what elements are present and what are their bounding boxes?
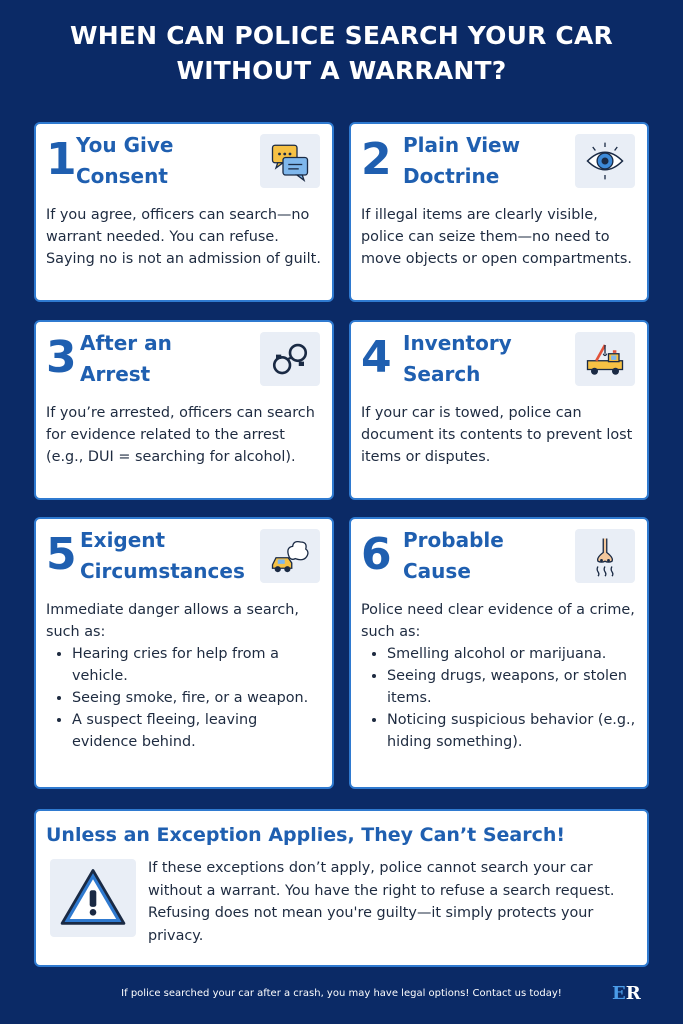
card-summary [34, 809, 649, 967]
list-item: • A suspect fleeing, leaving evidence behind. [72, 709, 322, 753]
list-item: • Smelling alcohol or marijuana. [387, 643, 637, 665]
card-heading-line-2: Search [403, 362, 481, 386]
title-line-1: WHEN CAN POLICE SEARCH YOUR CAR [70, 21, 613, 50]
title-line-2: WITHOUT A WARRANT? [176, 56, 507, 85]
eye-icon [575, 134, 635, 188]
card-text: If you’re arrested, officers can search for evidence related to the arrest (e.g., DUI = searching for alcohol). [46, 405, 315, 465]
card-heading [80, 328, 172, 390]
card-consent [34, 122, 334, 302]
card-inventory-search [349, 320, 649, 500]
card-heading-line-2: Doctrine [403, 164, 500, 188]
card-text: If illegal items are clearly visible, police can seize them—no need to move objects or open compartments. [361, 207, 632, 267]
card-number: 3 [46, 332, 77, 383]
warning-icon [50, 859, 136, 937]
handcuffs-icon [260, 332, 320, 386]
card-heading-line-2: Circumstances [80, 559, 245, 583]
card-heading-line-1: Exigent [80, 528, 166, 552]
list-item: • Seeing smoke, fire, or a weapon. [72, 687, 322, 709]
footer-text: If police searched your car after a crash, you may have legal options! Contact us today! [121, 988, 562, 999]
card-number: 5 [46, 529, 77, 580]
card-number: 2 [361, 134, 392, 185]
bullet-list [46, 643, 322, 753]
list-item: • Seeing drugs, weapons, or stolen items. [387, 665, 637, 709]
card-intro: Immediate danger allows a search, such as: [46, 602, 299, 640]
card-intro: Police need clear evidence of a crime, such as: [361, 602, 635, 640]
list-item: • Noticing suspicious behavior (e.g., hiding something). [387, 709, 637, 753]
logo-letter-2: R [625, 983, 641, 1004]
card-heading [403, 328, 512, 390]
card-number: 6 [361, 529, 392, 580]
summary-heading: Unless an Exception Applies, They Can’t Search! [46, 824, 566, 846]
card-heading [403, 130, 520, 192]
card-heading-line-2: Arrest [80, 362, 151, 386]
card-heading-line-1: Probable [403, 528, 504, 552]
card-text: If your car is towed, police can document its contents to prevent lost items or disputes. [361, 405, 633, 465]
logo-letter-1: E [612, 983, 626, 1004]
card-heading-line-2: Consent [76, 164, 168, 188]
card-heading [80, 525, 245, 587]
card-heading-line-1: Inventory [403, 331, 512, 355]
list-item: • Hearing cries for help from a vehicle. [72, 643, 322, 687]
card-heading-line-1: After an [80, 331, 172, 355]
summary-text: If these exceptions don’t apply, police cannot search your car without a warrant. You have the right to refuse a search request. Refusing does not mean you're guilty—it simply protects your privacy. [148, 860, 615, 944]
page-title [0, 18, 683, 88]
card-heading-line-2: Cause [403, 559, 471, 583]
brand-logo [612, 983, 641, 1005]
card-probable-cause [349, 517, 649, 789]
card-exigent-circumstances [34, 517, 334, 789]
chat-bubbles-icon [260, 134, 320, 188]
card-text [361, 599, 637, 753]
card-heading [403, 525, 504, 587]
card-heading-line-1: You Give [76, 133, 174, 157]
card-after-arrest [34, 320, 334, 500]
card-heading-line-1: Plain View [403, 133, 521, 157]
bullet-list [361, 643, 637, 753]
card-heading [76, 130, 173, 192]
smoking-car-icon [260, 529, 320, 583]
card-text: If you agree, officers can search—no warrant needed. You can refuse. Saying no is not an admission of guilt. [46, 207, 321, 267]
card-text [46, 599, 322, 753]
nose-smell-icon [575, 529, 635, 583]
card-plain-view [349, 122, 649, 302]
tow-truck-icon [575, 332, 635, 386]
card-number: 1 [46, 134, 77, 185]
card-number: 4 [361, 332, 392, 383]
